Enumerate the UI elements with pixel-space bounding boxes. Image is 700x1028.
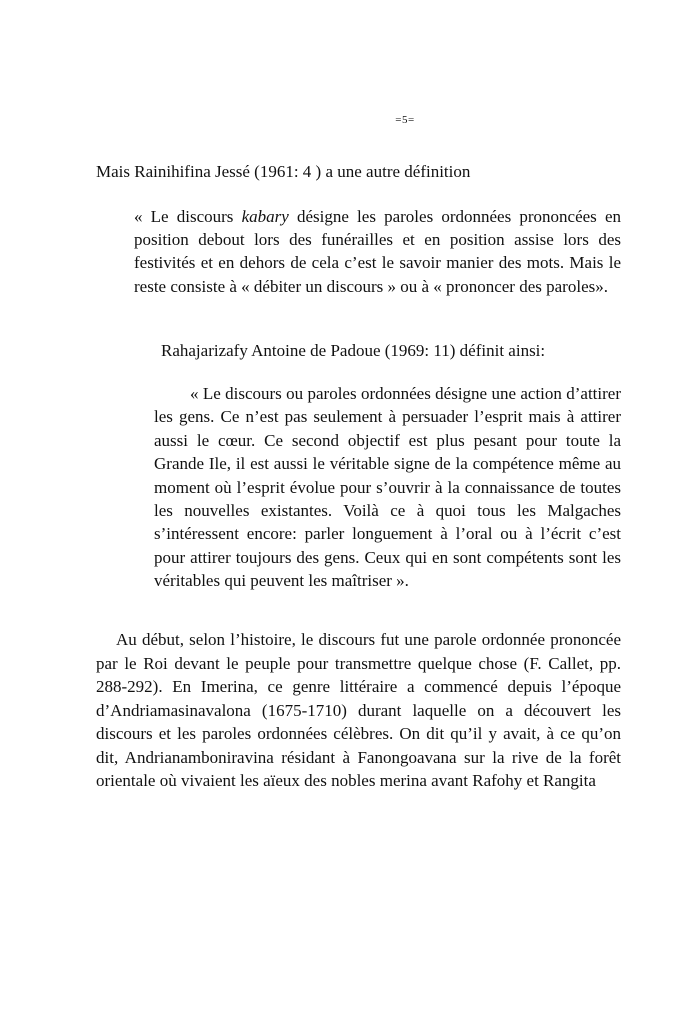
page-number: =5=	[395, 114, 415, 126]
intro-sentence-2: Rahajarizafy Antoine de Padoue (1969: 11) définit ainsi:	[161, 341, 546, 360]
quotation-block-1	[134, 205, 621, 298]
body-paragraph: Au début, selon l’histoire, le discours fut une parole ordonnée prononcée par le Roi devant le peuple pour transmettre quelque chose (F. Callet, pp. 288-292). En Imerina, ce genre littéraire a commencé depuis l’époque d’Andriamasinavalona (1675-1710) durant laquelle on a découvert les discours et les paroles ordonnées célèbres. On dit qu’il y avait, à ce qu’on dit, Andrianamboniravina résidant à Fanongoavana sur la rive de la forêt orientale où vivaient les aïeux des nobles merina avant Rafohy et Rangita	[96, 630, 621, 790]
quote1-lead-text: « Le discours	[134, 207, 242, 226]
quote1-body-text: désigne les paroles ordonnées prononcées en position debout lors des funérailles et en position assise lors des festivités et en dehors de cela c’est le savoir manier des mots. Mais le reste consiste à « débiter un discours » ou à « prononcer des paroles».	[134, 207, 621, 296]
quote1-emphasis-term: kabary	[241, 207, 289, 226]
quotation-block-2: « Le discours ou paroles ordonnées désigne une action d’attirer les gens. Ce n’est pas seulement à persuader l’esprit mais à attirer aussi le cœur. Ce second objectif est plus pesant pour toute la Grande Ile, il est aussi le véritable signe de la compétence même au moment où l’esprit évolue pour s’ouvrir à la connaissance de toutes les nouvelles existantes. Voilà ce à quoi tous les Malgaches s’intéressent encore: parler longuement à l’oral ou à l’écrit c’est pour attirer toujours des gens. Ceux qui en sont compétents sont les véritables qui peuvent les maîtriser ».	[154, 384, 621, 591]
intro-sentence: Mais Rainihifina Jessé (1961: 4 ) a une autre définition	[96, 162, 471, 181]
